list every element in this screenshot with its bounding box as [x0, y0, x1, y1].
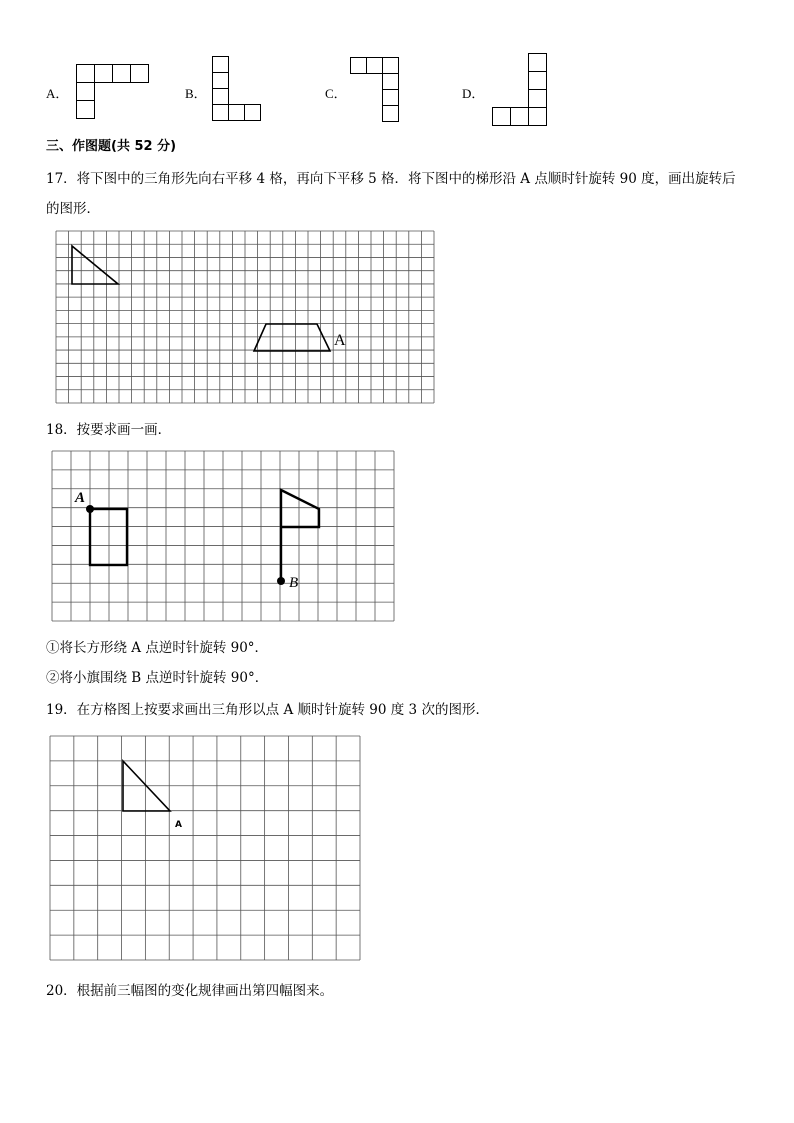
option-c-label[interactable]: C．: [325, 86, 347, 101]
q17-triangle: [72, 246, 118, 284]
q18-label-b: B: [289, 575, 299, 591]
q20-title: 20．根据前三幅图的变化规律画出第四幅图来。: [46, 983, 334, 999]
q18-item1: ①将长方形绕 A 点逆时针旋转 90°．: [46, 640, 269, 656]
q17-text-line1: 17．将下图中的三角形先向右平移 4 格，再向下平移 5 格．将下图中的梯形沿 A 点顺时针旋转 90 度，画出旋转后: [46, 171, 736, 187]
q18-item2: ②将小旗围绕 B 点逆时针旋转 90°．: [46, 670, 269, 686]
option-d-figure[interactable]: [492, 53, 550, 127]
q17-grid: [56, 231, 436, 405]
section-title: 三、作图题(共 52 分): [46, 139, 177, 154]
q17-trapezoid: [254, 324, 330, 351]
q17-point-a-label: A: [334, 332, 346, 349]
option-a-label[interactable]: A．: [46, 86, 69, 101]
q19-point-a-label: A: [175, 820, 182, 830]
q17-text-line2: 的图形．: [46, 201, 100, 217]
q18-flag: [281, 490, 319, 581]
q18-point-a: [86, 505, 94, 513]
q18-rectangle: [90, 509, 127, 565]
q19-grid: [50, 736, 362, 962]
option-a-figure[interactable]: [76, 64, 150, 120]
q18-title: 18．按要求画一画．: [46, 422, 172, 438]
q18-grid: [52, 451, 396, 623]
q18-point-b: [277, 577, 285, 585]
option-b-figure[interactable]: [212, 56, 264, 124]
q18-label-a: A: [75, 490, 86, 506]
option-b-label[interactable]: B．: [185, 86, 207, 101]
q19-title: 19．在方格图上按要求画出三角形以点 A 顺时针旋转 90 度 3 次的图形．: [46, 702, 489, 718]
option-d-label[interactable]: D．: [462, 86, 485, 101]
option-c-figure[interactable]: [350, 57, 402, 125]
